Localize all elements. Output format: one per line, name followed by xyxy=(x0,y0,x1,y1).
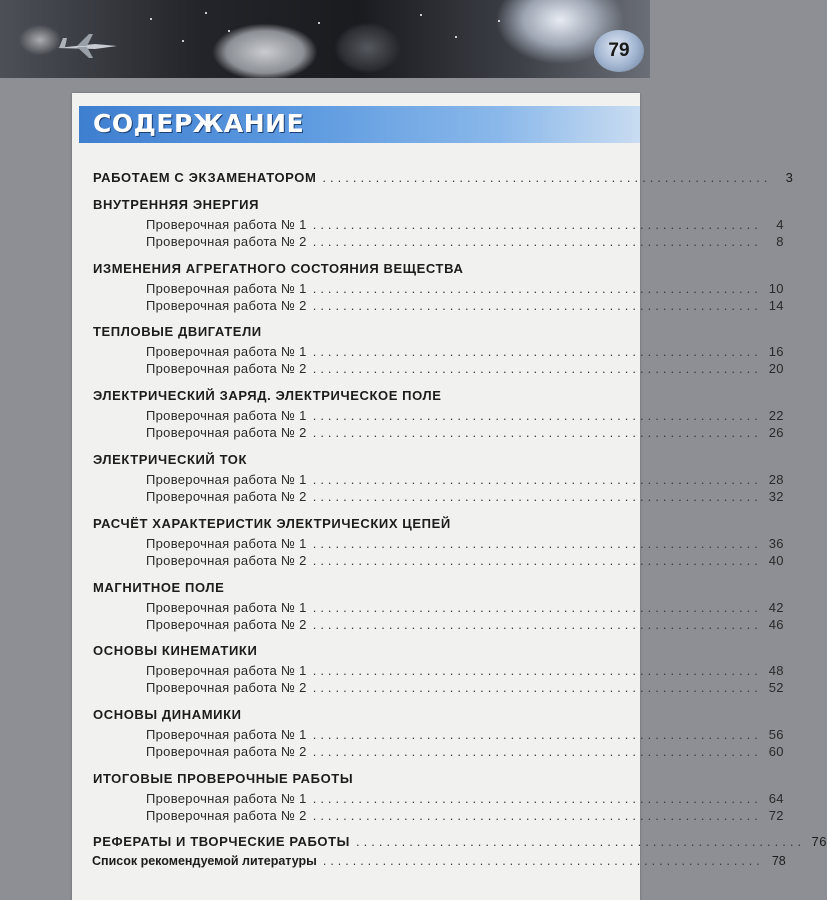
leader-dots: ........................................................... xyxy=(312,281,762,296)
section-heading: ИТОГОВЫЕ ПРОВЕРОЧНЫЕ РАБОТЫ xyxy=(93,771,354,786)
toc-entry-label: Проверочная работа № 1 xyxy=(146,217,307,232)
leader-dots: ........................................................... xyxy=(312,600,762,615)
toc-entry-page: 40 xyxy=(768,553,784,568)
toc-entry-label: Проверочная работа № 2 xyxy=(146,298,307,313)
star-icon xyxy=(182,40,184,42)
toc-entry-label: Проверочная работа № 1 xyxy=(146,536,307,551)
toc-entry-label: Проверочная работа № 2 xyxy=(146,553,307,568)
toc-entry-label: РАБОТАЕМ С ЭКЗАМЕНАТОРОМ xyxy=(93,170,317,185)
toc-entry-page: 42 xyxy=(768,600,784,615)
leader-dots: ........................................................... xyxy=(312,472,762,487)
section-heading: ОСНОВЫ КИНЕМАТИКИ xyxy=(93,643,258,658)
leader-dots: ........................................................... xyxy=(312,425,762,440)
page-number: 79 xyxy=(594,30,644,72)
toc-entry-page: 78 xyxy=(771,854,786,868)
space-banner xyxy=(0,0,650,78)
toc-entry-label: Проверочная работа № 1 xyxy=(146,344,307,359)
leader-dots: ........................................................... xyxy=(312,536,762,551)
toc-entry-page: 22 xyxy=(768,408,784,423)
toc-entry-label: Проверочная работа № 1 xyxy=(146,600,307,615)
toc-entry-label: Проверочная работа № 2 xyxy=(146,489,307,504)
toc-entry[interactable] xyxy=(146,808,784,825)
toc-entry-label: Проверочная работа № 1 xyxy=(146,281,307,296)
toc-entry-label: Проверочная работа № 1 xyxy=(146,727,307,742)
toc-entry-page: 26 xyxy=(768,425,784,440)
section-heading: РАСЧЁТ ХАРАКТЕРИСТИК ЭЛЕКТРИЧЕСКИХ ЦЕПЕЙ xyxy=(93,516,451,531)
toc-entry[interactable] xyxy=(92,854,786,871)
leader-dots: ........................................................... xyxy=(312,680,762,695)
leader-dots: ........................................................... xyxy=(312,344,762,359)
toc-entry-page: 36 xyxy=(768,536,784,551)
leader-dots: ........................................................... xyxy=(312,217,762,232)
toc-entry-label: Проверочная работа № 1 xyxy=(146,791,307,806)
toc-entry[interactable] xyxy=(146,791,784,808)
toc-entry-page: 10 xyxy=(768,281,784,296)
toc-entry-page: 3 xyxy=(785,170,794,185)
toc-entry[interactable] xyxy=(146,217,784,234)
section-heading: ВНУТРЕННЯЯ ЭНЕРГИЯ xyxy=(93,197,260,212)
star-icon xyxy=(498,20,500,22)
toc-entry-label: Проверочная работа № 1 xyxy=(146,663,307,678)
toc-entry[interactable] xyxy=(146,361,784,378)
toc-entry-page: 28 xyxy=(768,472,784,487)
toc-entry[interactable] xyxy=(146,680,784,697)
leader-dots: ........................................................... xyxy=(356,834,806,849)
leader-dots: ........................................................... xyxy=(312,791,762,806)
toc-entry-label: Проверочная работа № 2 xyxy=(146,744,307,759)
toc-entry-label: Проверочная работа № 2 xyxy=(146,425,307,440)
section-heading: ОСНОВЫ ДИНАМИКИ xyxy=(93,707,242,722)
toc-entry-label: РЕФЕРАТЫ И ТВОРЧЕСКИЕ РАБОТЫ xyxy=(93,834,350,849)
toc-entry[interactable] xyxy=(146,298,784,315)
leader-dots: ........................................................... xyxy=(322,854,764,868)
toc-entry[interactable] xyxy=(146,408,784,425)
leader-dots: ........................................................... xyxy=(322,170,772,185)
toc-entry[interactable] xyxy=(146,489,784,506)
toc-entry[interactable] xyxy=(93,170,794,187)
toc-entry-page: 20 xyxy=(768,361,784,376)
star-icon xyxy=(318,22,320,24)
section-heading: ЭЛЕКТРИЧЕСКИЙ ТОК xyxy=(93,452,248,467)
toc-entry-label: Проверочная работа № 1 xyxy=(146,472,307,487)
star-icon xyxy=(420,14,422,16)
toc-entry-page: 64 xyxy=(768,791,784,806)
leader-dots: ........................................................... xyxy=(312,361,762,376)
toc-entry-label: Проверочная работа № 2 xyxy=(146,808,307,823)
jet-icon xyxy=(55,30,125,60)
page-title: СОДЕРЖАНИЕ xyxy=(93,109,305,138)
toc-entry-page: 56 xyxy=(768,727,784,742)
section-heading: ТЕПЛОВЫЕ ДВИГАТЕЛИ xyxy=(93,324,262,339)
toc-entry-page: 32 xyxy=(768,489,784,504)
star-icon xyxy=(455,36,457,38)
section-heading: МАГНИТНОЕ ПОЛЕ xyxy=(93,580,225,595)
toc-entry[interactable] xyxy=(146,553,784,570)
toc-entry[interactable] xyxy=(146,281,784,298)
toc-entry[interactable] xyxy=(146,617,784,634)
toc-entry[interactable] xyxy=(93,834,827,851)
toc-entry[interactable] xyxy=(146,472,784,489)
section-heading: ИЗМЕНЕНИЯ АГРЕГАТНОГО СОСТОЯНИЯ ВЕЩЕСТВА xyxy=(93,261,464,276)
leader-dots: ........................................................... xyxy=(312,234,762,249)
toc-entry-page: 14 xyxy=(768,298,784,313)
toc-entry[interactable] xyxy=(146,600,784,617)
toc-entry-page: 76 xyxy=(811,834,827,849)
toc-entry-label: Проверочная работа № 2 xyxy=(146,680,307,695)
toc-entry-label: Проверочная работа № 2 xyxy=(146,361,307,376)
toc-entry-page: 16 xyxy=(768,344,784,359)
section-heading: ЭЛЕКТРИЧЕСКИЙ ЗАРЯД. ЭЛЕКТРИЧЕСКОЕ ПОЛЕ xyxy=(93,388,442,403)
toc-entry-label: Список рекомендуемой литературы xyxy=(92,854,317,868)
leader-dots: ........................................................... xyxy=(312,298,762,313)
toc-entry-page: 46 xyxy=(768,617,784,632)
leader-dots: ........................................................... xyxy=(312,408,762,423)
toc-entry-label: Проверочная работа № 1 xyxy=(146,408,307,423)
title-bar xyxy=(79,106,640,143)
leader-dots: ........................................................... xyxy=(312,553,762,568)
leader-dots: ........................................................... xyxy=(312,617,762,632)
star-icon xyxy=(150,18,152,20)
star-icon xyxy=(228,30,230,32)
toc-entry-page: 48 xyxy=(768,663,784,678)
toc-entry[interactable] xyxy=(146,663,784,680)
toc-entry-label: Проверочная работа № 2 xyxy=(146,617,307,632)
toc-entry[interactable] xyxy=(146,727,784,744)
toc-entry[interactable] xyxy=(146,536,784,553)
leader-dots: ........................................................... xyxy=(312,727,762,742)
toc-entry-page: 8 xyxy=(776,234,784,249)
toc-entry-page: 72 xyxy=(768,808,784,823)
leader-dots: ........................................................... xyxy=(312,808,762,823)
leader-dots: ........................................................... xyxy=(312,663,762,678)
toc-entry[interactable] xyxy=(146,234,784,251)
toc-entry[interactable] xyxy=(146,425,784,442)
leader-dots: ........................................................... xyxy=(312,744,762,759)
star-icon xyxy=(205,12,207,14)
toc-entry-label: Проверочная работа № 2 xyxy=(146,234,307,249)
leader-dots: ........................................................... xyxy=(312,489,762,504)
toc-entry-page: 52 xyxy=(768,680,784,695)
toc-entry[interactable] xyxy=(146,744,784,761)
toc-entry[interactable] xyxy=(146,344,784,361)
toc-entry-page: 4 xyxy=(776,217,784,232)
toc-entry-page: 60 xyxy=(768,744,784,759)
